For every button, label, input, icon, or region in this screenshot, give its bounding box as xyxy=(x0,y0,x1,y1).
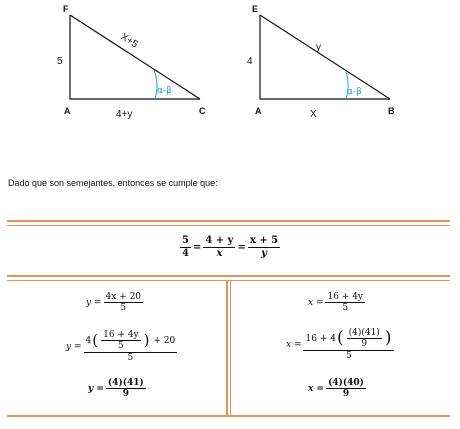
right-eq3: x = $\frac{(4)(40)}{9}$ xyxy=(308,378,364,400)
left-eq1: y = $\frac{4x + 20}{5}$ xyxy=(86,292,142,314)
left-eq3-num: (4)(41) xyxy=(107,378,144,388)
frac3-den: y xyxy=(261,247,267,259)
side-bottom-label: X xyxy=(310,109,317,120)
right-eq2-head: 16 + 4 xyxy=(305,333,336,344)
right-eq1-den: 5 xyxy=(342,303,349,314)
right-eq2-inner-den: 9 xyxy=(361,339,368,350)
triangle-left xyxy=(57,4,206,120)
left-var: y xyxy=(88,383,94,394)
left-eq2-tail: + 20 xyxy=(153,335,176,346)
table-top-rule xyxy=(7,220,450,222)
table-bottom-rule xyxy=(7,415,450,417)
table-mid-rule xyxy=(7,275,450,277)
left-var: y xyxy=(86,297,92,308)
hypotenuse-label: y xyxy=(316,42,321,53)
frac1-num: 5 xyxy=(182,235,189,246)
left-var: y xyxy=(66,341,72,352)
right-eq3-den: 9 xyxy=(342,389,350,400)
left-eq2: y = 4 ( $\frac{16 + 4y}{5}$ ) + 20 5 xyxy=(66,330,176,363)
vertex-C: C xyxy=(199,106,206,116)
right-eq1: x = $\frac{16 + 4y}{5}$ xyxy=(308,292,364,314)
frac1-den: 4 xyxy=(182,247,189,259)
side-bottom-label: 4+y xyxy=(116,109,133,120)
vertex-A-left: A xyxy=(64,106,71,116)
frac2-den: x xyxy=(216,247,223,259)
table-col-divider xyxy=(226,280,228,416)
left-eq2-inner-num: 16 + 4y xyxy=(103,330,139,340)
right-eq2-inner-num: (4)(41) xyxy=(348,328,380,338)
right-var: x xyxy=(308,297,314,308)
triangles-figure xyxy=(0,0,460,170)
left-eq3: y = $\frac{(4)(41)}{9}$ xyxy=(88,378,144,400)
left-eq2-coef: 4 xyxy=(85,335,92,346)
left-eq3-den: 9 xyxy=(122,389,129,400)
vertex-A-right: A xyxy=(255,106,262,116)
right-eq2-den: 5 xyxy=(346,350,352,361)
angle-label-left: α-β xyxy=(157,86,172,96)
right-eq1-num: 16 + 4y xyxy=(327,292,364,302)
right-eq2: x = 16 + 4 ( $\frac{(4)(41)}{9}$ ) 5 xyxy=(286,328,396,361)
frac3-num: x + 5 xyxy=(249,235,279,246)
triangle-right xyxy=(247,4,395,120)
right-eq3-num: (4)(40) xyxy=(328,378,364,388)
vertex-B: B xyxy=(388,106,395,116)
table-top-rule-2 xyxy=(7,225,450,226)
right-var: x xyxy=(308,383,314,394)
hypotenuse-label: X+5 xyxy=(118,31,140,51)
intro-text: Dado que son semejantes, entonces se cumple que: xyxy=(8,178,218,188)
left-eq2-inner-den: 5 xyxy=(117,341,124,352)
angle-label-right: α-β xyxy=(347,87,362,97)
left-eq1-num: 4x + 20 xyxy=(105,292,142,302)
left-eq1-den: 5 xyxy=(120,303,127,314)
frac2-num: 4 + y xyxy=(205,235,234,246)
vertex-E: E xyxy=(252,4,259,14)
side-left-label: 4 xyxy=(247,56,253,67)
left-eq2-den: 5 xyxy=(127,352,134,363)
vertex-F: F xyxy=(63,4,69,14)
table-col-divider-2 xyxy=(230,280,231,416)
side-left-label: 5 xyxy=(57,56,63,67)
table-mid-rule-2 xyxy=(7,280,450,281)
proportion-equation: $\frac{5}{4}$ = $\frac{4 + y}{x}$ = $\frac{x + 5}{y}$ xyxy=(182,235,279,259)
right-var: x xyxy=(286,339,292,350)
